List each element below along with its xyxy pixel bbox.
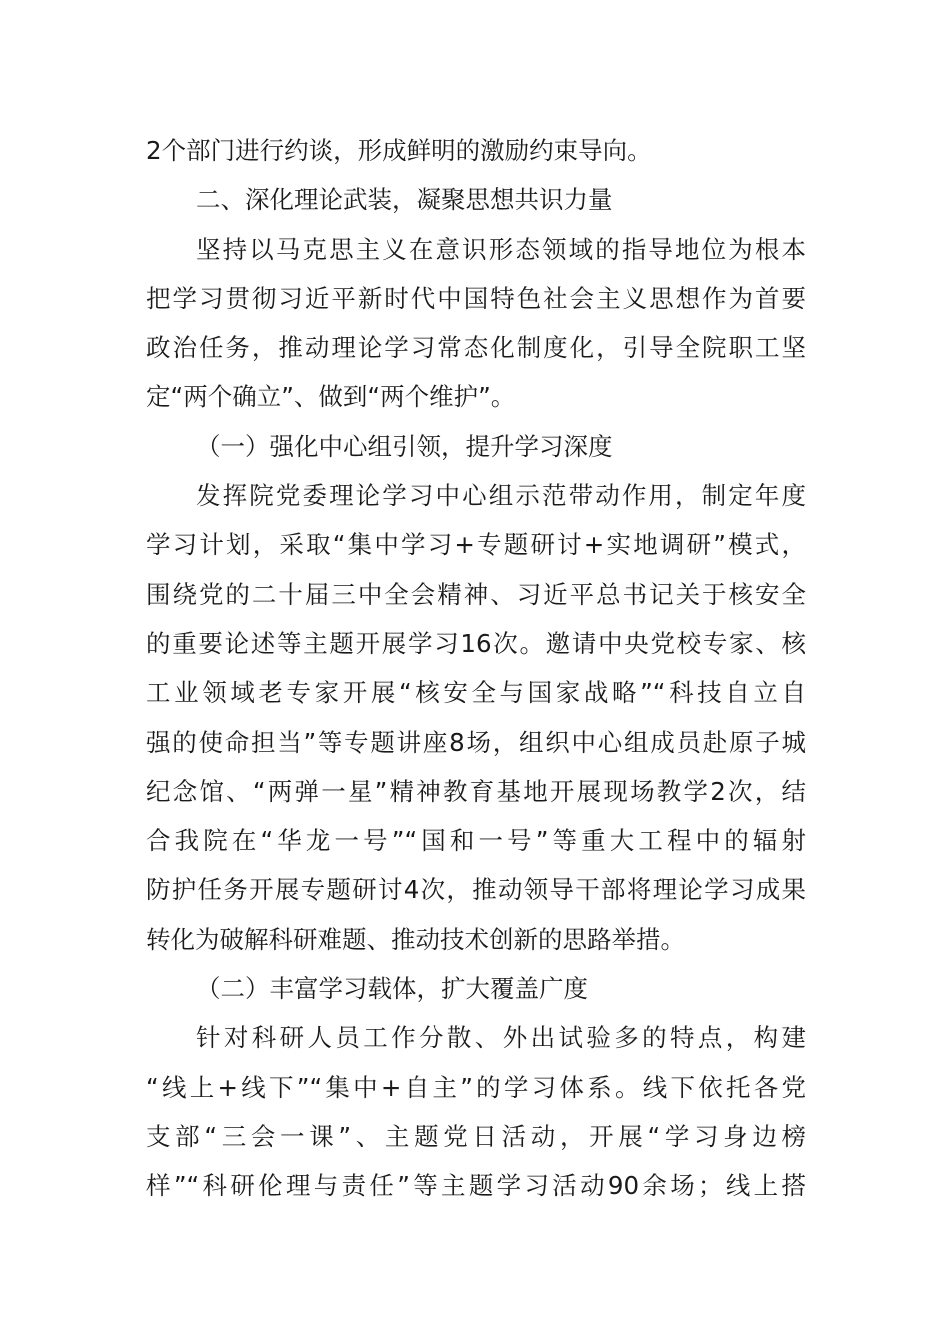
text-line: “线上+线下”“集中+自主”的学习体系。线下依托各党: [146, 1072, 806, 1102]
text-line: 政治任务，推动理论学习常态化制度化，引导全院职工坚: [146, 333, 806, 363]
text-line: 合我院在“华龙一号”“国和一号”等重大工程中的辐射: [146, 826, 806, 856]
text-line: 强的使命担当”等专题讲座8场，组织中心组成员赴原子城: [146, 727, 806, 757]
text-line: 的重要论述等主题开展学习16次。邀请中央党校专家、核: [146, 628, 806, 658]
text-line: 坚持以马克思主义在意识形态领域的指导地位为根本: [196, 234, 806, 264]
document-page: [146, 126, 806, 1211]
text-line: 围绕党的二十届三中全会精神、习近平总书记关于核安全: [146, 579, 806, 609]
text-line: 工业领域老专家开展“核安全与国家战略”“科技自立自: [146, 678, 806, 708]
text-line: 针对科研人员工作分散、外出试验多的特点，构建: [196, 1023, 806, 1053]
text-line: 定“两个确立”、做到“两个维护”。: [146, 382, 516, 412]
text-line: 发挥院党委理论学习中心组示范带动作用，制定年度: [196, 481, 806, 511]
text-line: 支部“三会一课”、主题党日活动，开展“学习身边榜: [146, 1121, 806, 1151]
subsection-heading: （二）丰富学习载体，扩大覆盖广度: [196, 974, 588, 1004]
text-line: 纪念馆、“两弹一星”精神教育基地开展现场教学2次，结: [146, 776, 806, 806]
text-line: 2个部门进行约谈，形成鲜明的激励约束导向。: [146, 136, 652, 165]
text-line: 防护任务开展专题研讨4次，推动领导干部将理论学习成果: [146, 875, 806, 905]
text-line: 把学习贯彻习近平新时代中国特色社会主义思想作为首要: [146, 283, 806, 313]
text-line: 学习计划，采取“集中学习+专题研讨+实地调研”模式，: [146, 530, 806, 560]
text-line: 转化为破解科研难题、推动技术创新的思路举措。: [146, 924, 685, 954]
text-line: 样”“科研伦理与责任”等主题学习活动90余场；线上搭: [146, 1171, 806, 1201]
subsection-heading: （一）强化中心组引领，提升学习深度: [196, 431, 613, 461]
section-heading: 二、深化理论武装，凝聚思想共识力量: [196, 185, 613, 215]
